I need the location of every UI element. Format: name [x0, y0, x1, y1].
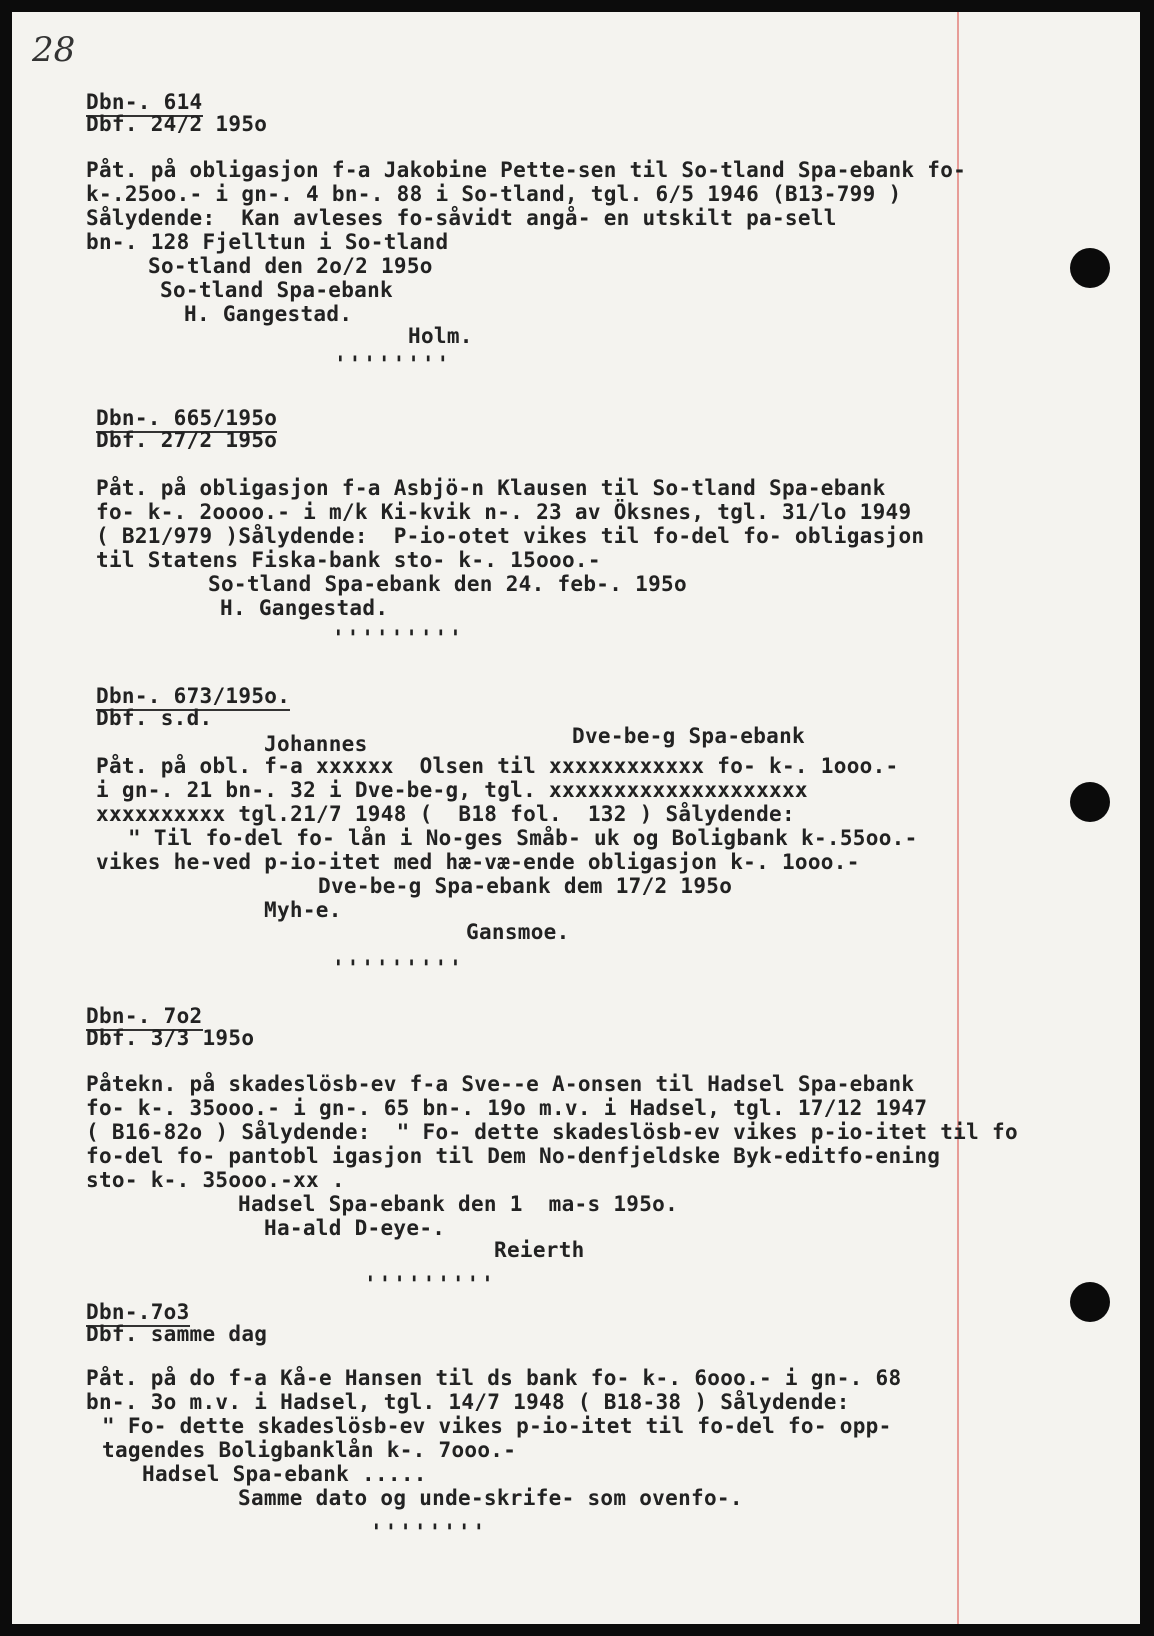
entry-text: ( B21/979 )Sålydende: P-io-otet vikes til fo-del fo- obligasjon [96, 524, 925, 548]
entry-dbf: Dbf. samme dag [86, 1322, 268, 1346]
entry-signature: Reierth [494, 1238, 585, 1262]
entry-dbf: Dbf. 24/2 195o [86, 112, 268, 136]
entry-text: Påt. på obligasjon f-a Asbjö-n Klausen til So-tland Spa-ebank [96, 476, 886, 500]
entry-text: fo-del fo- pantobl igasjon til Dem No-denfjeldske Byk-editfo-ening [86, 1144, 941, 1168]
interlinear-insert: Johannes [264, 732, 368, 756]
page-number: 28 [32, 30, 76, 70]
separator: ''''''''' [332, 956, 464, 980]
entry-text: fo- k-. 2oooo.- i m/k Ki-kvik n-. 23 av Öksnes, tgl. 31/lo 1949 [96, 500, 912, 524]
entry-text: " Fo- dette skadeslösb-ev vikes p-io-itet til fo-del fo- opp- [102, 1414, 892, 1438]
entry-text: fo- k-. 35ooo.- i gn-. 65 bn-. 19o m.v. i Hadsel, tgl. 17/12 1947 [86, 1096, 928, 1120]
entry-text: Dve-be-g Spa-ebank dem 17/2 195o [318, 874, 733, 898]
entry-dbn: Dbn-.7o3 [86, 1300, 190, 1327]
entry-dbn: Dbn-. 673/195o. [96, 684, 290, 711]
entry-text: sto- k-. 35ooo.-xx . [86, 1168, 345, 1192]
entry-signature: Holm. [408, 324, 473, 348]
entry-text: Påtekn. på skadeslösb-ev f-a Sve--e A-onsen til Hadsel Spa-ebank [86, 1072, 915, 1096]
entry-text: tagendes Boligbanklån k-. 7ooo.- [102, 1438, 517, 1462]
entry-dbf: Dbf. 27/2 195o [96, 428, 278, 452]
entry-dbn: Dbn-. 614 [86, 90, 203, 117]
entry-dbn: Dbn-. 7o2 [86, 1004, 203, 1031]
entry-text: Sålydende: Kan avleses fo-såvidt angå- en utskilt pa-sell [86, 206, 837, 230]
interlinear-insert: Dve-be-g Spa-ebank [572, 724, 805, 748]
entry-text: i gn-. 21 bn-. 32 i Dve-be-g, tgl. xxxxxxxxxxxxxxxxxxxx [96, 778, 808, 802]
entry-dbf: Dbf. 3/3 195o [86, 1026, 255, 1050]
separator: '''''''' [334, 352, 452, 376]
separator: '''''''' [370, 1520, 488, 1544]
entry-text: k-.25oo.- i gn-. 4 bn-. 88 i So-tland, tgl. 6/5 1946 (B13-799 ) [86, 182, 902, 206]
margin-line [957, 12, 959, 1624]
entry-text: So-tland Spa-ebank [160, 278, 393, 302]
document-page [12, 12, 1140, 1624]
entry-text: til Statens Fiska-bank sto- k-. 15ooo.- [96, 548, 601, 572]
entry-text: vikes he-ved p-io-itet med hæ-væ-ende obligasjon k-. 1ooo.- [96, 850, 860, 874]
punch-hole [1070, 782, 1110, 822]
entry-text: " Til fo-del fo- lån i No-ges Småb- uk og Boligbank k-.55oo.- [128, 826, 918, 850]
entry-text: So-tland den 2o/2 195o [148, 254, 433, 278]
entry-signature: Myh-e. [264, 898, 342, 922]
entry-text: Påt. på do f-a Kå-e Hansen til ds bank fo- k-. 6ooo.- i gn-. 68 [86, 1366, 902, 1390]
punch-hole [1070, 248, 1110, 288]
entry-signature: H. Gangestad. [184, 302, 353, 326]
entry-dbf: Dbf. s.d. [96, 706, 213, 730]
entry-signature: Ha-ald D-eye-. [264, 1216, 446, 1240]
entry-text: Hadsel Spa-ebank den 1 ma-s 195o. [238, 1192, 679, 1216]
entry-text: Påt. på obl. f-a xxxxxx Olsen til xxxxxxxxxxxx fo- k-. 1ooo.- [96, 754, 899, 778]
entry-dbn: Dbn-. 665/195o [96, 406, 277, 433]
entry-signature: H. Gangestad. [220, 596, 389, 620]
separator: ''''''''' [332, 626, 464, 650]
entry-text: bn-. 3o m.v. i Hadsel, tgl. 14/7 1948 ( B18-38 ) Sålydende: [86, 1390, 850, 1414]
entry-text: Samme dato og unde-skrife- som ovenfo-. [238, 1486, 743, 1510]
entry-text: bn-. 128 Fjelltun i So-tland [86, 230, 449, 254]
separator: ''''''''' [364, 1272, 496, 1296]
punch-hole [1070, 1282, 1110, 1322]
entry-text: xxxxxxxxxx tgl.21/7 1948 ( B18 fol. 132 ) Sålydende: [96, 802, 795, 826]
entry-signature: Gansmoe. [466, 920, 570, 944]
entry-text: So-tland Spa-ebank den 24. feb-. 195o [208, 572, 687, 596]
entry-text: ( B16-82o ) Sålydende: " Fo- dette skadeslösb-ev vikes p-io-itet til fo [86, 1120, 1018, 1144]
entry-text: Hadsel Spa-ebank ..... [142, 1462, 427, 1486]
entry-text: Påt. på obligasjon f-a Jakobine Pette-sen til So-tland Spa-ebank fo- [86, 158, 967, 182]
